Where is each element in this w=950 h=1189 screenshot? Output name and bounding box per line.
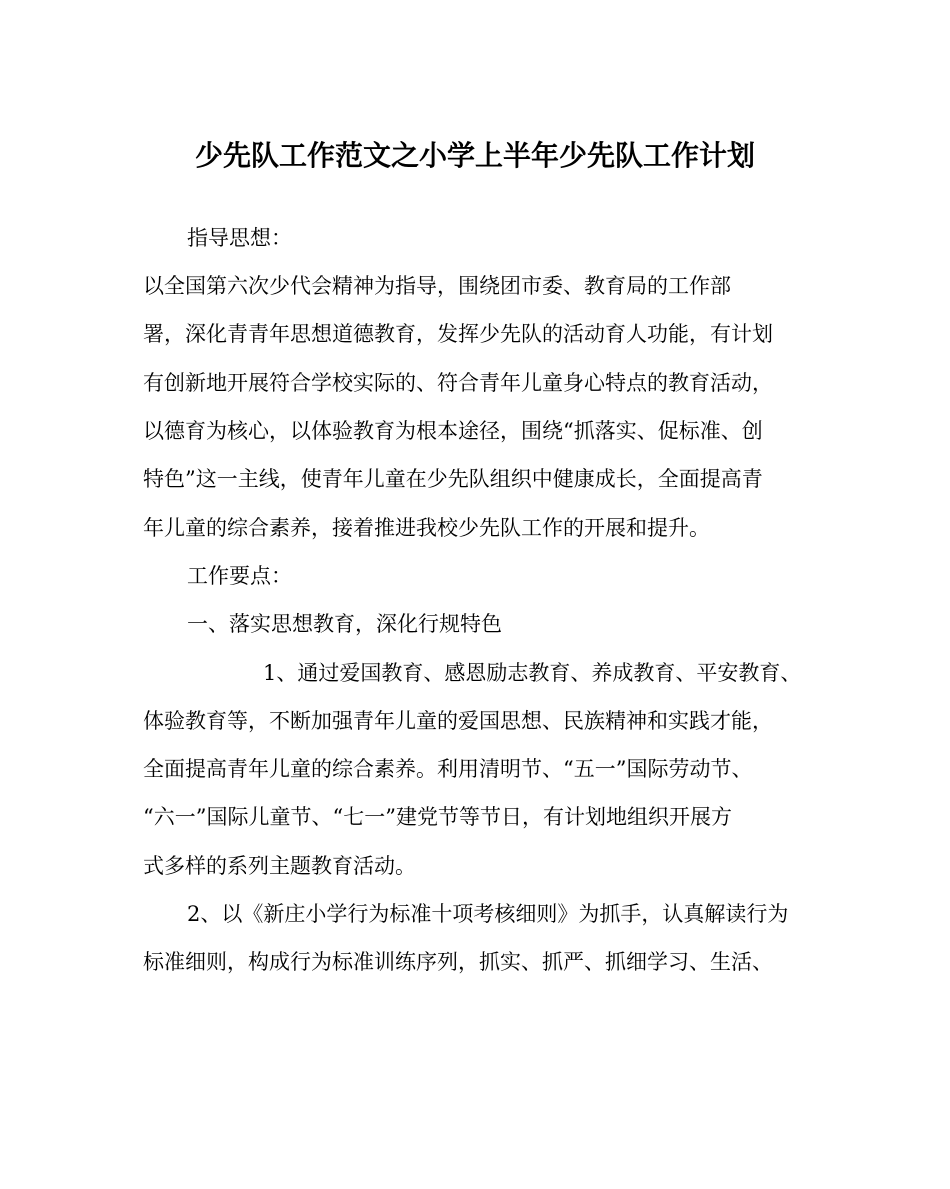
section-heading-guiding-thought: 指导思想： xyxy=(187,226,292,250)
paragraph-line: 以德育为核心，以体验教育为根本途径，围绕“抓落实、促标准、创 xyxy=(143,419,763,443)
paragraph-line: 标准细则，构成行为标准训练序列，抓实、抓严、抓细学习、生活、 xyxy=(143,950,773,974)
subsection-heading: 一、落实思想教育，深化行规特色 xyxy=(187,612,502,636)
paragraph-line: 年儿童的综合素养，接着推进我校少先队工作的开展和提升。 xyxy=(143,516,710,540)
paragraph-line: 全面提高青年儿童的综合素养。利用清明节、“五一”国际劳动节、 xyxy=(143,757,753,781)
paragraph-line: 2、以《新庄小学行为标准十项考核细则》为抓手，认真解读行为 xyxy=(187,902,789,926)
paragraph-line: 体验教育等，不断加强青年儿童的爱国思想、民族精神和实践才能， xyxy=(143,709,773,733)
paragraph-line: “六一”国际儿童节、“七一”建党节等节日，有计划地组织开展方 xyxy=(143,805,732,829)
paragraph-line: 特色”这一主线，使青年儿童在少先队组织中健康成长，全面提高青 xyxy=(143,467,763,491)
document-title: 少先队工作范文之小学上半年少先队工作计划 xyxy=(194,139,755,172)
paragraph-line: 1、通过爱国教育、感恩励志教育、养成教育、平安教育、 xyxy=(263,661,802,685)
paragraph-line: 有创新地开展符合学校实际的、符合青年儿童身心特点的教育活动， xyxy=(143,371,773,395)
paragraph-line: 式多样的系列主题教育活动。 xyxy=(143,854,416,878)
paragraph-line: 以全国第六次少代会精神为指导，围绕团市委、教育局的工作部 xyxy=(143,274,731,298)
section-heading-work-points: 工作要点： xyxy=(187,564,292,588)
paragraph-line: 署，深化青青年思想道德教育，发挥少先队的活动育人功能，有计划 xyxy=(143,322,773,346)
